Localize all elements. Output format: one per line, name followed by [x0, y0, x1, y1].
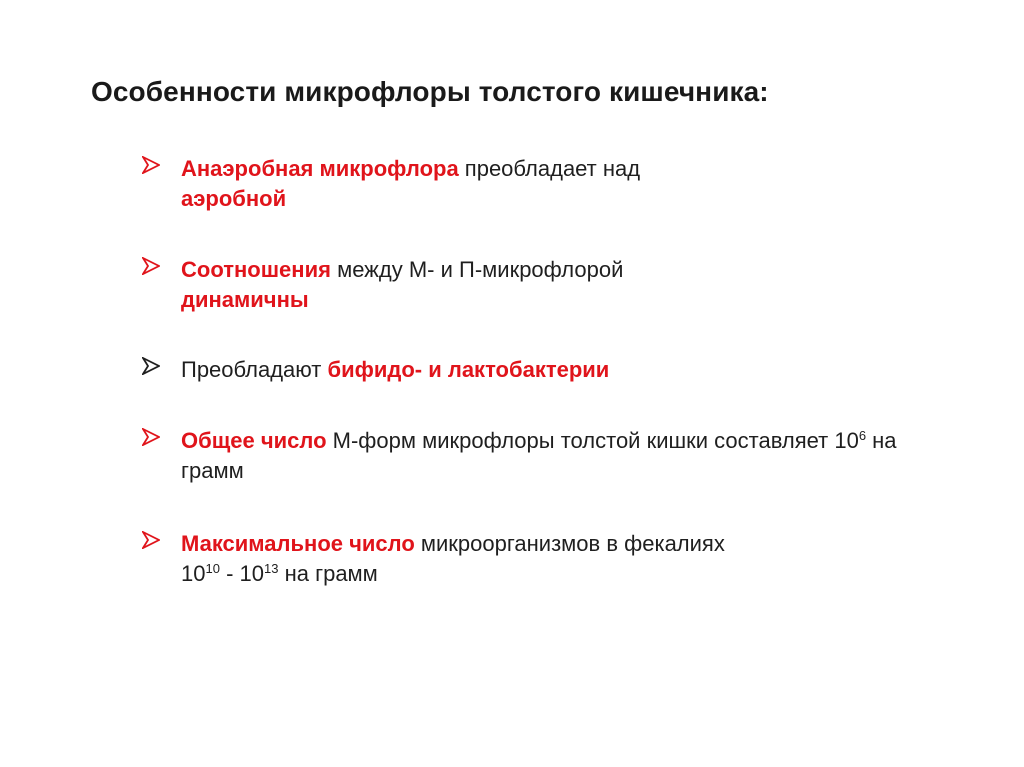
bullet-item	[142, 255, 902, 315]
highlight-text: Максимальное число	[181, 531, 415, 556]
slide-title: Особенности микрофлоры толстого кишечника:	[91, 76, 769, 107]
bullet-text	[181, 154, 902, 214]
highlight-text: Анаэробная микрофлора	[181, 156, 459, 181]
arrowhead-bullet-icon	[142, 257, 160, 275]
plain-text: между М- и П-микрофлорой	[330, 257, 624, 282]
plain-text: 10	[181, 561, 206, 586]
arrowhead-bullet-icon	[142, 531, 160, 549]
exponent: 10	[205, 561, 220, 576]
highlight-text: аэробной	[181, 186, 287, 211]
bullet-text	[181, 529, 902, 589]
bullet-item	[142, 426, 902, 486]
highlight-text: Общее число	[181, 428, 327, 453]
plain-text: микроорганизмов в фекалиях	[414, 531, 725, 556]
arrowhead-bullet-icon	[142, 428, 160, 446]
highlight-text: динамичны	[181, 287, 309, 312]
bullet-item	[142, 154, 902, 214]
highlight-text: Соотношения	[181, 257, 331, 282]
arrowhead-bullet-icon	[142, 156, 160, 174]
plain-text: на грамм	[278, 561, 378, 586]
bullet-text	[181, 355, 902, 385]
plain-text: Преобладают	[181, 357, 328, 382]
bullet-text	[181, 426, 902, 486]
plain-text: - 10	[219, 561, 264, 586]
exponent: 6	[858, 428, 867, 443]
plain-text: на грамм	[181, 428, 897, 483]
bullet-item	[142, 355, 902, 385]
highlight-text: бифидо- и лактобактерии	[327, 357, 610, 382]
arrowhead-bullet-icon	[142, 357, 160, 375]
bullet-text	[181, 255, 902, 315]
plain-text: преобладает над	[458, 156, 641, 181]
plain-text: М-форм микрофлоры толстой кишки составляет 10	[326, 428, 859, 453]
bullet-item	[142, 529, 902, 589]
exponent: 13	[263, 561, 279, 576]
